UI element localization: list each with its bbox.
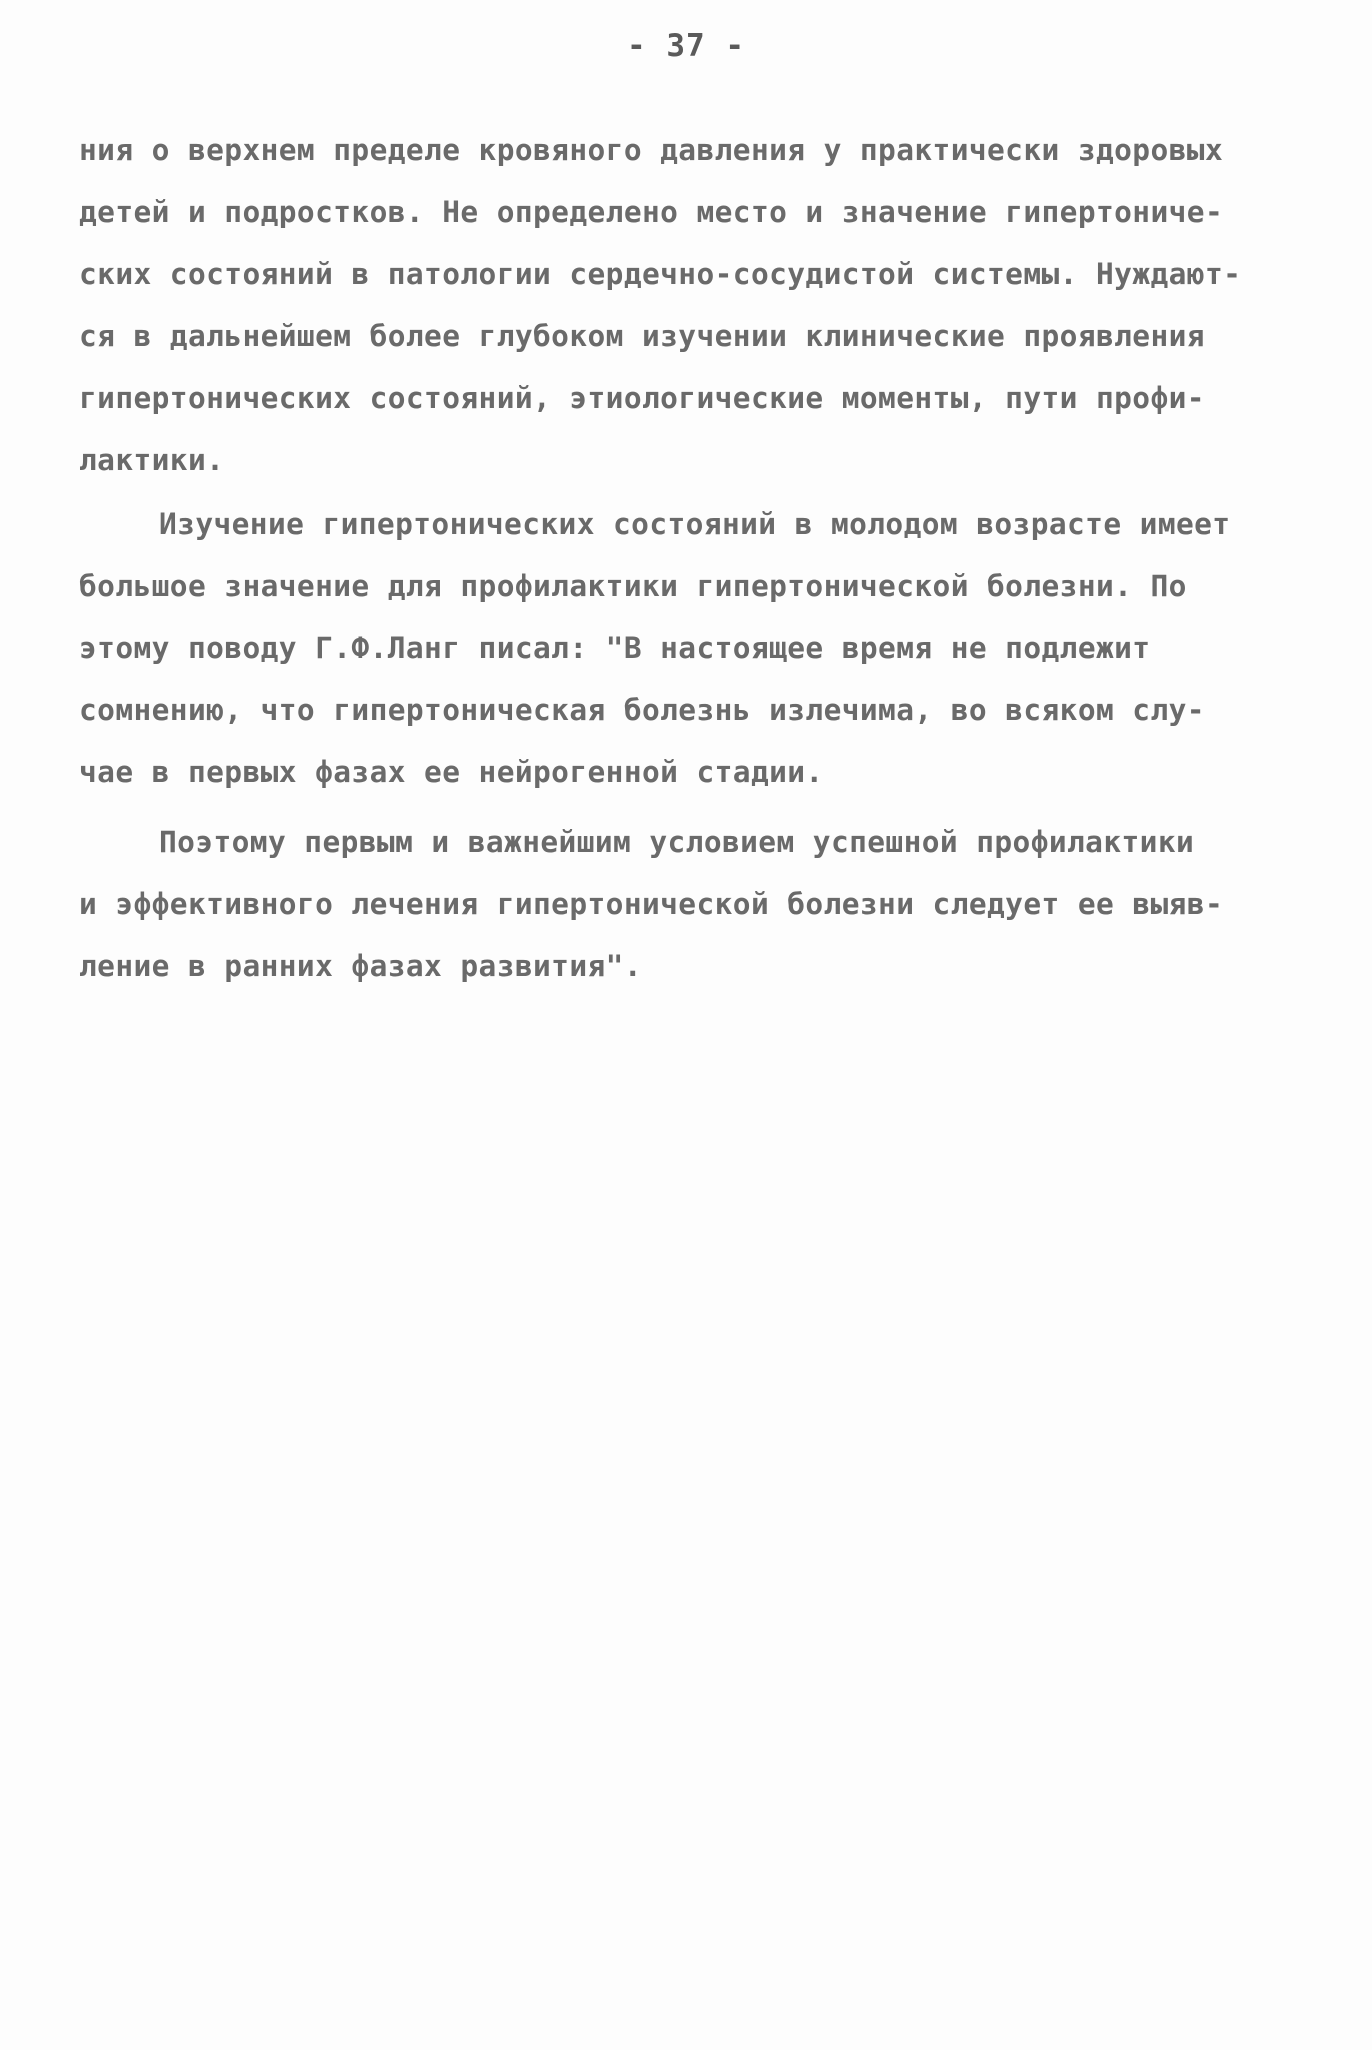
paragraph-first-line: Поэтому первым и важнейшим условием успешной профилактики xyxy=(159,825,1195,859)
paragraph-first-line: Изучение гипертонических состояний в молодом возрасте имеет xyxy=(159,507,1231,541)
text-line: детей и подростков. Не определено место и значение гипертониче- xyxy=(79,195,1224,229)
text-line: ских состояний в патологии сердечно-сосудистой системы. Нуждают- xyxy=(79,257,1242,291)
text-line: сомнению, что гипертоническая болезнь излечима, во всяком слу- xyxy=(79,693,1205,727)
text-line: лактики. xyxy=(79,443,225,477)
text-line: этому поводу Г.Ф.Ланг писал: "В настоящее время не подлежит xyxy=(79,631,1151,665)
text-line: большое значение для профилактики гипертонической болезни. По xyxy=(79,569,1187,603)
text-line: ся в дальнейшем более глубоком изучении клинические проявления xyxy=(79,319,1205,353)
text-line: ление в ранних фазах развития". xyxy=(79,949,642,983)
text-line: ния о верхнем пределе кровяного давления у практически здоровых xyxy=(79,133,1224,167)
text-line: и эффективного лечения гипертонической болезни следует ее выяв- xyxy=(79,887,1224,921)
text-line: чае в первых фазах ее нейрогенной стадии. xyxy=(79,755,824,789)
page-number: - 37 - xyxy=(627,28,745,64)
text-line: гипертонических состояний, этиологические моменты, пути профи- xyxy=(79,381,1205,415)
